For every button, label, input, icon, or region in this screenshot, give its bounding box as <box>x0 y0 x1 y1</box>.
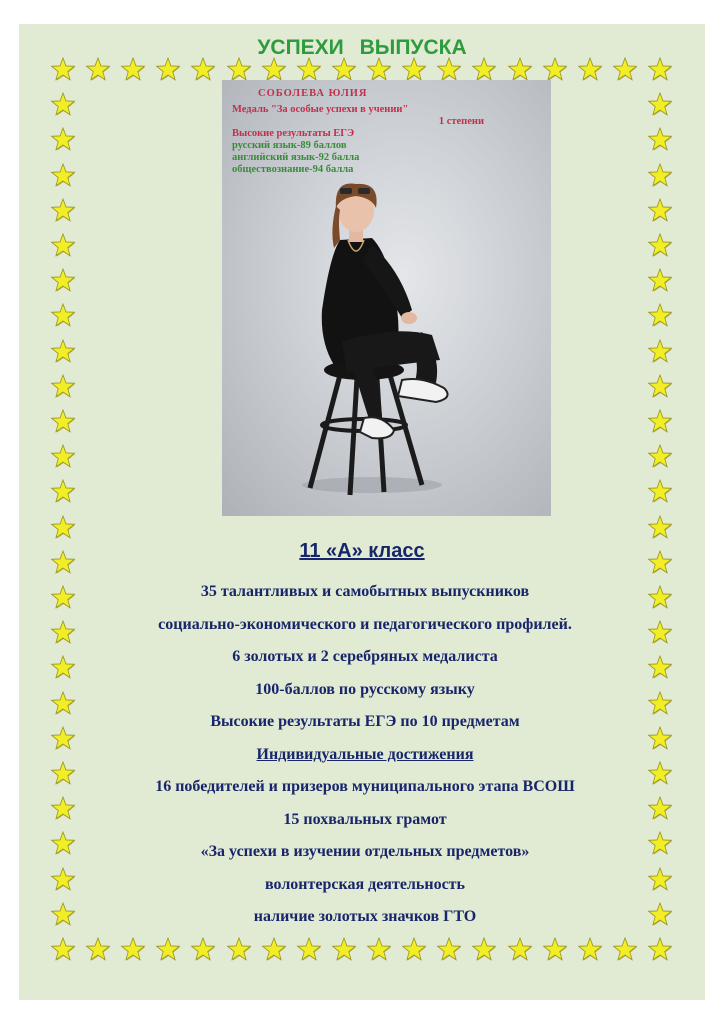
star-icon <box>120 57 146 83</box>
achievement-line: 100-баллов по русскому языку <box>255 680 475 698</box>
star-icon <box>50 92 76 118</box>
star-icon <box>647 515 673 541</box>
star-icon <box>366 937 392 963</box>
star-icon <box>647 303 673 329</box>
star-icon <box>296 937 322 963</box>
photo-caption <box>232 88 542 176</box>
star-icon <box>50 127 76 153</box>
star-icon <box>647 92 673 118</box>
star-icon <box>647 374 673 400</box>
star-icon <box>190 937 216 963</box>
achievement-line: «За успехи в изучении отдельных предметов» <box>200 843 530 860</box>
class-title: 11 «А» класс <box>299 540 425 562</box>
star-icon <box>50 444 76 470</box>
star-icon <box>647 198 673 224</box>
star-icon <box>577 937 603 963</box>
star-icon <box>612 937 638 963</box>
star-icon <box>647 444 673 470</box>
star-icon <box>612 57 638 83</box>
star-icon <box>190 57 216 83</box>
achievement-line: 15 похвальных грамот <box>283 810 447 828</box>
star-icon <box>155 937 181 963</box>
star-icon <box>401 937 427 963</box>
ege-subject: русский язык-89 баллов <box>232 140 347 151</box>
star-icon <box>647 127 673 153</box>
star-icon <box>50 198 76 224</box>
ege-subject: обществознание-94 балла <box>232 164 354 175</box>
star-icon <box>50 515 76 541</box>
graduate-photo <box>222 80 551 516</box>
star-icon <box>50 409 76 435</box>
star-icon <box>50 303 76 329</box>
star-icon <box>471 937 497 963</box>
star-icon <box>647 57 673 83</box>
achievement-line: 6 золотых и 2 серебряных медалиста <box>232 648 498 665</box>
star-icon <box>331 937 357 963</box>
achievement-line: Высокие результаты ЕГЭ по 10 предметам <box>210 713 520 730</box>
star-icon <box>50 479 76 505</box>
star-icon <box>155 57 181 83</box>
star-icon <box>647 339 673 365</box>
ege-subject: английский язык-92 балла <box>232 152 360 163</box>
star-icon <box>647 268 673 294</box>
achievement-line: наличие золотых значков ГТО <box>253 908 477 925</box>
star-icon <box>85 57 111 83</box>
star-icon <box>50 339 76 365</box>
star-icon <box>50 268 76 294</box>
star-icon <box>261 937 287 963</box>
achievement-line: 16 победителей и призеров муниципального этапа ВСОШ <box>155 778 575 795</box>
achievement-line: социально-экономического и педагогического профилей. <box>158 615 572 633</box>
student-name: СОБОЛЕВА ЮЛИЯ <box>258 88 368 99</box>
achievements-list <box>70 576 660 934</box>
star-icon <box>647 937 673 963</box>
star-icon <box>50 374 76 400</box>
achievement-line: волонтерская деятельность <box>265 875 465 893</box>
star-icon <box>436 937 462 963</box>
star-icon <box>647 233 673 259</box>
medal-degree: 1 степени <box>438 116 484 127</box>
page-title: УСПЕХИ ВЫПУСКА <box>257 36 467 59</box>
achievement-line: 35 талантливых и самобытных выпускников <box>200 583 530 600</box>
medal-text: Медаль "За особые успехи в учении" <box>232 104 409 115</box>
star-icon <box>50 937 76 963</box>
star-icon <box>226 937 252 963</box>
star-icon <box>647 163 673 189</box>
star-icon <box>507 937 533 963</box>
star-icon <box>577 57 603 83</box>
star-icon <box>50 57 76 83</box>
star-icon <box>647 479 673 505</box>
star-icon <box>647 409 673 435</box>
star-icon <box>50 163 76 189</box>
achievements-heading: Индивидуальные достижения <box>256 745 474 763</box>
star-icon <box>120 937 146 963</box>
ege-heading: Высокие результаты ЕГЭ <box>232 128 355 139</box>
star-icon <box>542 937 568 963</box>
star-icon <box>50 233 76 259</box>
star-icon <box>85 937 111 963</box>
